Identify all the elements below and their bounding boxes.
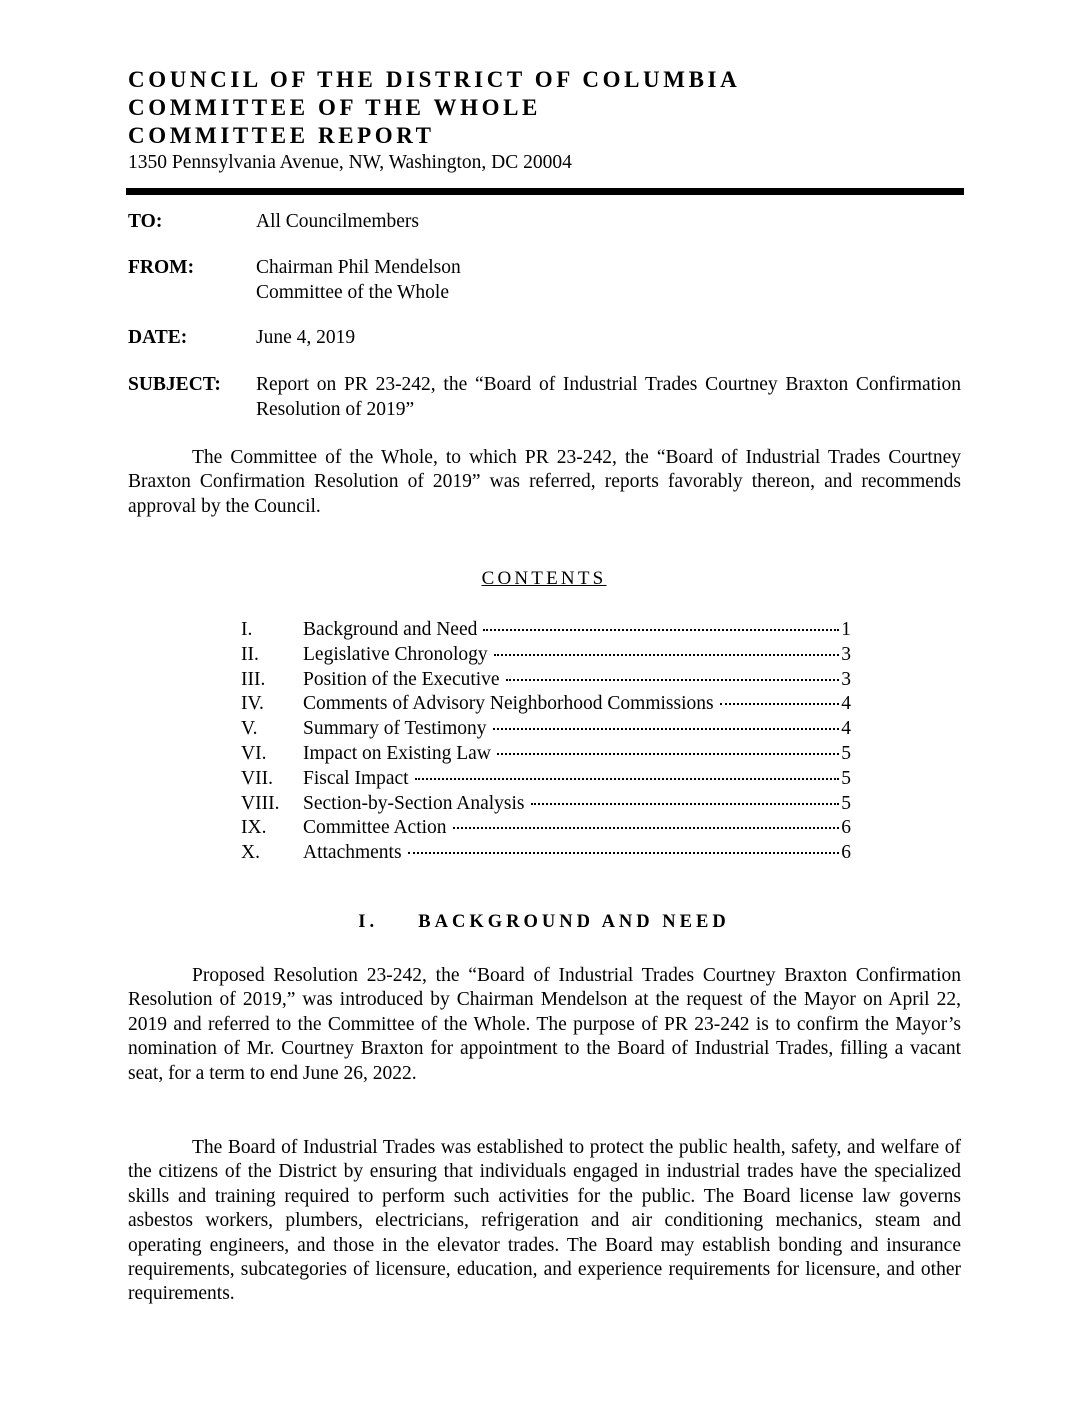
toc-number: I.: [241, 619, 253, 640]
committee-heading: COMMITTEE OF THE WHOLE: [128, 95, 541, 120]
toc-page: 1: [841, 619, 851, 640]
toc-number: VI.: [241, 742, 267, 764]
toc-number: VII.: [241, 767, 273, 789]
toc-row[interactable]: [241, 742, 851, 767]
toc-page: 4: [841, 718, 851, 740]
toc-page: 5: [841, 792, 851, 814]
toc-row[interactable]: [241, 618, 851, 643]
toc-title: Position of the Executive: [303, 668, 500, 690]
date-label: DATE:: [128, 327, 188, 348]
toc-leader: [720, 703, 840, 705]
toc-row[interactable]: [241, 717, 851, 742]
background-paragraph-2: The Board of Industrial Trades was established to protect the public health, safety, and welfare of the citizens of the District by ensuring that individuals engaged in industrial trades have the specialized skills and training required to perform such activities for the public. The Board license law governs asbestos workers, plumbers, electricians, refrigeration and air conditioning mechanics, steam and operating engineers, and those in the elevator trades. The Board may establish bonding and insurance requirements, subcategories of licensure, education, and experience requirements for licensure, and other requirements.: [128, 1137, 961, 1305]
toc-page: 6: [841, 842, 851, 864]
toc-leader: [483, 629, 839, 631]
table-of-contents: [241, 618, 851, 866]
toc-row[interactable]: [241, 816, 851, 841]
toc-leader: [531, 803, 840, 805]
toc-number: VIII.: [241, 792, 280, 814]
subject-value: Report on PR 23-242, the “Board of Industrial Trades Courtney Braxton Confirmation Resolution of 2019”: [256, 374, 961, 420]
contents-title: [0, 568, 1088, 590]
from-label: FROM:: [128, 257, 195, 278]
toc-title: Legislative Chronology: [303, 643, 488, 665]
subject-label: SUBJECT:: [128, 374, 221, 395]
toc-number: II.: [241, 643, 259, 665]
toc-title: Section-by-Section Analysis: [303, 792, 525, 814]
section-number: I.: [358, 912, 379, 932]
from-value-line2: Committee of the Whole: [256, 282, 449, 303]
toc-row[interactable]: [241, 841, 851, 866]
toc-row[interactable]: [241, 692, 851, 717]
toc-title: Fiscal Impact: [303, 767, 409, 789]
toc-page: 5: [841, 742, 851, 764]
toc-leader: [415, 778, 840, 780]
toc-page: 4: [841, 693, 851, 715]
toc-title: Summary of Testimony: [303, 718, 487, 740]
to-label: TO:: [128, 211, 163, 232]
toc-number: X.: [241, 842, 260, 864]
toc-leader: [506, 679, 840, 681]
toc-row[interactable]: [241, 792, 851, 817]
toc-row[interactable]: [241, 668, 851, 693]
toc-leader: [408, 852, 840, 854]
report-heading: COMMITTEE REPORT: [128, 123, 435, 148]
toc-title: Comments of Advisory Neighborhood Commissions: [303, 693, 714, 715]
header-rule: [126, 188, 964, 195]
toc-leader: [497, 753, 839, 755]
toc-number: III.: [241, 668, 266, 690]
toc-page: 6: [841, 817, 851, 839]
toc-leader: [494, 654, 840, 656]
to-value: All Councilmembers: [256, 211, 420, 232]
background-paragraph-1: Proposed Resolution 23-242, the “Board of Industrial Trades Courtney Braxton Confirmation Resolution of 2019,” was introduced by Chairman Mendelson at the request of the Mayor on April 22, 2019 and referred to the Committee of the Whole. The purpose of PR 23-242 is to confirm the Mayor’s nomination of Mr. Courtney Braxton for appointment to the Board of Industrial Trades, filling a vacant seat, for a term to end June 26, 2022.: [128, 965, 961, 1084]
from-value-line1: Chairman Phil Mendelson: [256, 257, 461, 278]
toc-number: IV.: [241, 693, 264, 715]
date-value: June 4, 2019: [256, 327, 356, 348]
toc-number: IX.: [241, 817, 267, 839]
address-line: 1350 Pennsylvania Avenue, NW, Washington, DC 20004: [128, 152, 572, 173]
toc-page: 5: [841, 767, 851, 789]
toc-title: Impact on Existing Law: [303, 742, 491, 764]
toc-leader: [493, 728, 840, 730]
toc-page: 3: [841, 668, 851, 690]
toc-title: Committee Action: [303, 817, 447, 839]
contents-title-text: CONTENTS: [481, 568, 607, 589]
toc-row[interactable]: [241, 643, 851, 668]
council-heading: COUNCIL OF THE DISTRICT OF COLUMBIA: [128, 67, 741, 92]
section-title: BACKGROUND AND NEED: [418, 912, 730, 932]
toc-title: Attachments: [303, 842, 402, 864]
toc-leader: [453, 827, 840, 829]
section-heading: [0, 912, 1088, 933]
toc-title: Background and Need: [303, 619, 478, 640]
toc-page: 3: [841, 643, 851, 665]
toc-number: V.: [241, 718, 258, 740]
toc-row[interactable]: [241, 767, 851, 792]
intro-paragraph: The Committee of the Whole, to which PR 23-242, the “Board of Industrial Trades Courtney Braxton Confirmation Resolution of 2019” was referred, reports favorably thereon, and recommends approval by the Council.: [128, 447, 961, 517]
